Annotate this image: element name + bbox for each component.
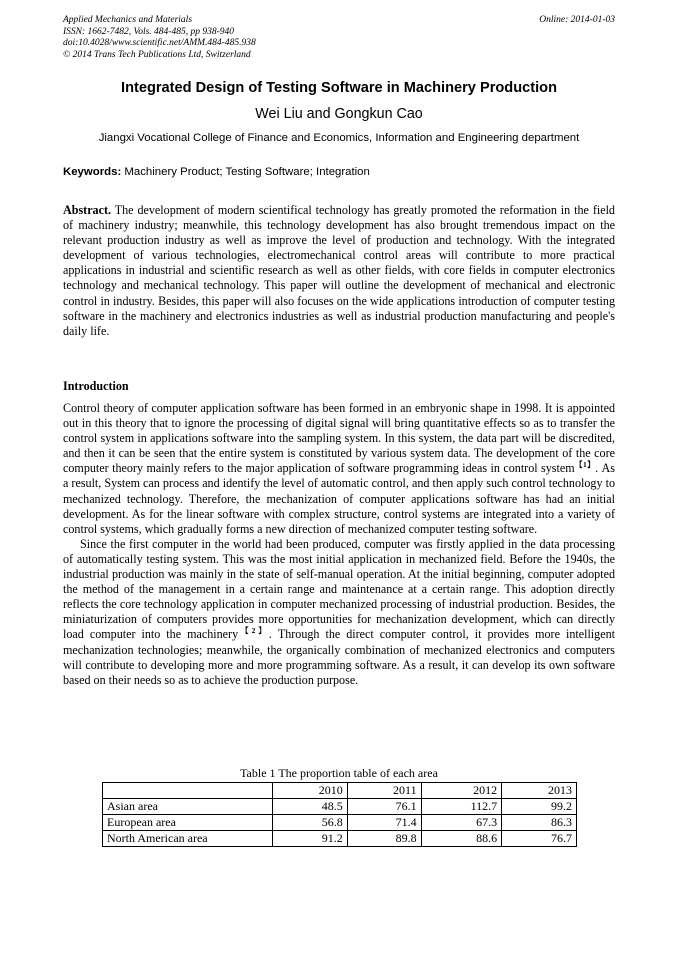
table-cell: 112.7 [421, 799, 502, 815]
intro-p2-part-a: Since the first computer in the world had been produced, computer was firstly applied in the data processing of automatically testing system. This was the most initial application in mechanized field. Before the 1940s, the industrial production was mainly in the state of self-manual operation. At the initial beginning, computer adopted the method of the management in a certain range and maintenance at a certain range. This adoption directly reflects the core technology application in computer mechanized processing of industrial production. Besides, the miniaturization of computers provides more opportunities for mechanization development, which can directly load computer into the machinery [63, 536, 615, 642]
issn-line: ISSN: 1662-7482, Vols. 484-485, pp 938-940 [63, 26, 234, 37]
table-header-cell: 2011 [347, 783, 421, 799]
table-cell: 56.8 [273, 815, 348, 831]
table-cell: 48.5 [273, 799, 348, 815]
proportion-table [102, 782, 577, 847]
online-date: Online: 2014-01-03 [539, 15, 615, 25]
citation-ref-1: 【1】 [574, 460, 596, 470]
table-cell: 71.4 [347, 815, 421, 831]
keywords-text: Machinery Product; Testing Software; Integration [124, 166, 370, 178]
intro-p2-part-b: . Through the direct computer control, it provides more intelligent mechanization technologies; meanwhile, the organically combination of mechanized electronics and computers will contribute to developing more and more programming software. As a result, it can develop its own software based on their needs so as to achieve the production purpose. [63, 627, 615, 687]
table-cell: 76.1 [347, 799, 421, 815]
abstract-text: The development of modern scientifical technology has greatly promoted the reformation in the field of machinery industry; meanwhile, this technology development has also brought tremendous impact on the relevant production industry as well as improve the level of production and technology. With the integrated development of various technologies, electromechanical control areas will contribute to more practical applications in industrial and scientific research as well as other fields, with core fields in computer electronics technology and mechanical technology. This paper will outline the development of mechanical and electronic control in industry. Besides, this paper will also focuses on the wide applications introduction of computer testing software in the machinery and electronics industries as well as industrial production manufacturing and people's daily life. [63, 203, 615, 338]
copyright-line: © 2014 Trans Tech Publications Ltd, Switzerland [63, 49, 251, 60]
table-caption: Table 1 The proportion table of each area [240, 766, 438, 780]
table-cell: 91.2 [273, 831, 348, 847]
keywords [63, 166, 615, 178]
table-cell: North American area [103, 831, 273, 847]
authors: Wei Liu and Gongkun Cao [255, 106, 423, 122]
table-cell: 89.8 [347, 831, 421, 847]
paper-title: Integrated Design of Testing Software in Machinery Production [121, 80, 557, 96]
table-header-row [103, 783, 577, 799]
doi-line: doi:10.4028/www.scientific.net/AMM.484-485.938 [63, 38, 256, 48]
table-cell: 88.6 [421, 831, 502, 847]
table-cell: 86.3 [502, 815, 577, 831]
table-row [103, 831, 577, 847]
introduction-body [63, 401, 615, 688]
table-header-cell: 2013 [502, 783, 577, 799]
abstract-label: Abstract. [63, 203, 112, 217]
journal-name: Applied Mechanics and Materials [63, 15, 193, 25]
table-row [103, 815, 577, 831]
table-header-cell: 2012 [421, 783, 502, 799]
abstract [63, 203, 615, 339]
intro-p1-part-b: . As a result, System can process and identify the level of automatic control, and then apply such control technology to mechanized technology. Therefore, the mechanization of computer applications software has had an initial development. As for the linear software with complex structure, control systems are integrated into a variety of control systems, which gradually forms a new direction of mechanized computer testing software. [63, 461, 616, 536]
table-row [103, 799, 577, 815]
running-header [63, 15, 615, 61]
intro-p1-part-a: Control theory of computer application software has been formed in an embryonic shape in 1998. It is appointed out in this theory that to ignore the processing of digital signal will bring quantitative effects so as to transfer the control system in applications software into the sampling system. In this system, the data part will be discredited, and then it can be seen that the entire system is constituted by various system data. The development of the core computer theory mainly refers to the major application of software programming ideas in control system [63, 401, 615, 476]
citation-ref-2: 【2】 [238, 626, 269, 636]
keywords-label: Keywords: [63, 166, 122, 178]
intro-paragraph-1 [63, 401, 615, 537]
introduction-heading: Introduction [63, 379, 129, 393]
affiliation: Jiangxi Vocational College of Finance and Economics, Information and Engineering department [98, 132, 580, 144]
table-cell: 76.7 [502, 831, 577, 847]
intro-paragraph-2 [63, 537, 615, 688]
table-cell: European area [103, 815, 273, 831]
table-cell: 99.2 [502, 799, 577, 815]
table-cell: Asian area [103, 799, 273, 815]
table-header-cell [103, 783, 273, 799]
table-cell: 67.3 [421, 815, 502, 831]
table-header-cell: 2010 [273, 783, 348, 799]
